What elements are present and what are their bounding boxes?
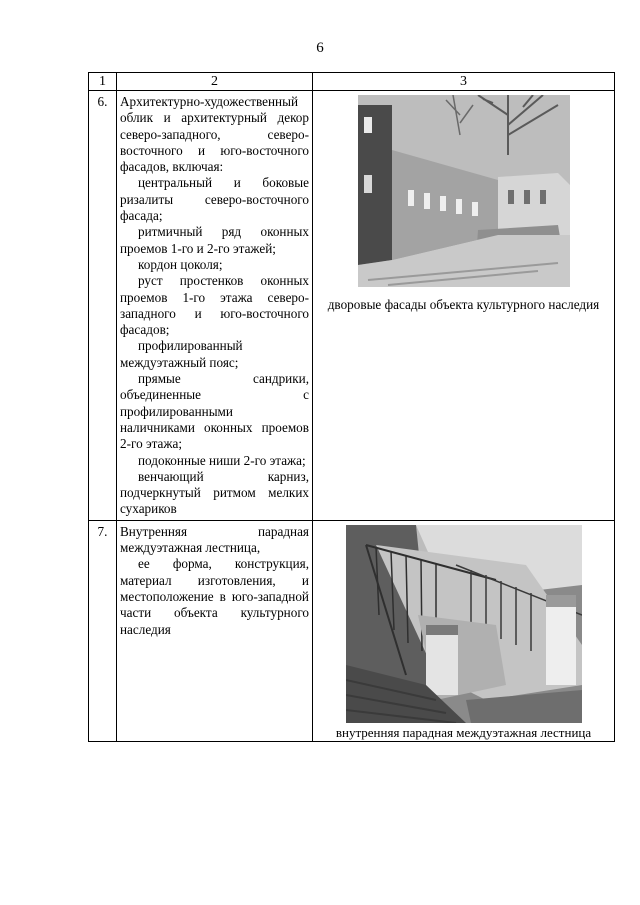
row-number: 7. [89,520,117,741]
description-item: центральный и боковые ризалиты северо-восточного фасада; [120,175,309,224]
heritage-table [88,72,615,742]
photo-cell [313,91,615,521]
description-item: прямые сандрики, объединенные с профилированными наличниками оконных проемов 2-го этажа; [120,371,309,452]
row-number: 6. [89,91,117,521]
description-intro: Архитектурно-художественный облик и архитектурный декор северо-западного, северо-восточного и юго-восточного фасадов, включая: [120,94,309,175]
table-row [89,91,615,521]
photo-cell [313,520,615,741]
header-col-3: 3 [313,73,615,91]
photo-caption: внутренняя парадная междуэтажная лестница [335,724,592,740]
description-item: ритмичный ряд оконных проемов 1-го и 2-го этажей; [120,224,309,256]
description-item: профилированный междуэтажный пояс; [120,338,243,370]
description-item: венчающий карниз, подчеркнутый ритмом мелких сухариков [120,468,309,517]
header-col-1: 1 [89,73,117,91]
photo-caption: дворовые фасады объекта культурного наследия [327,297,600,312]
row-description [117,520,313,741]
description-item: ее форма, конструкция, материал изготовления, и местоположение в юго-западной части объекта культурного наследия [120,556,309,637]
description-item: кордон цоколя; [138,256,223,272]
description-item: руст простенков оконных проемов 1-го этажа северо-западного и юго-восточного фасадов; [120,273,309,338]
courtyard-facades-photo [358,95,570,287]
page-number: 6 [316,40,324,56]
header-col-2: 2 [117,73,313,91]
staircase-photo [346,525,582,723]
table-header-row [89,73,615,91]
description-item: подоконные ниши 2-го этажа; [138,452,306,468]
description-intro: Внутренняя парадная междуэтажная лестница, [120,523,309,556]
row-description [117,91,313,521]
table-row [89,520,615,741]
